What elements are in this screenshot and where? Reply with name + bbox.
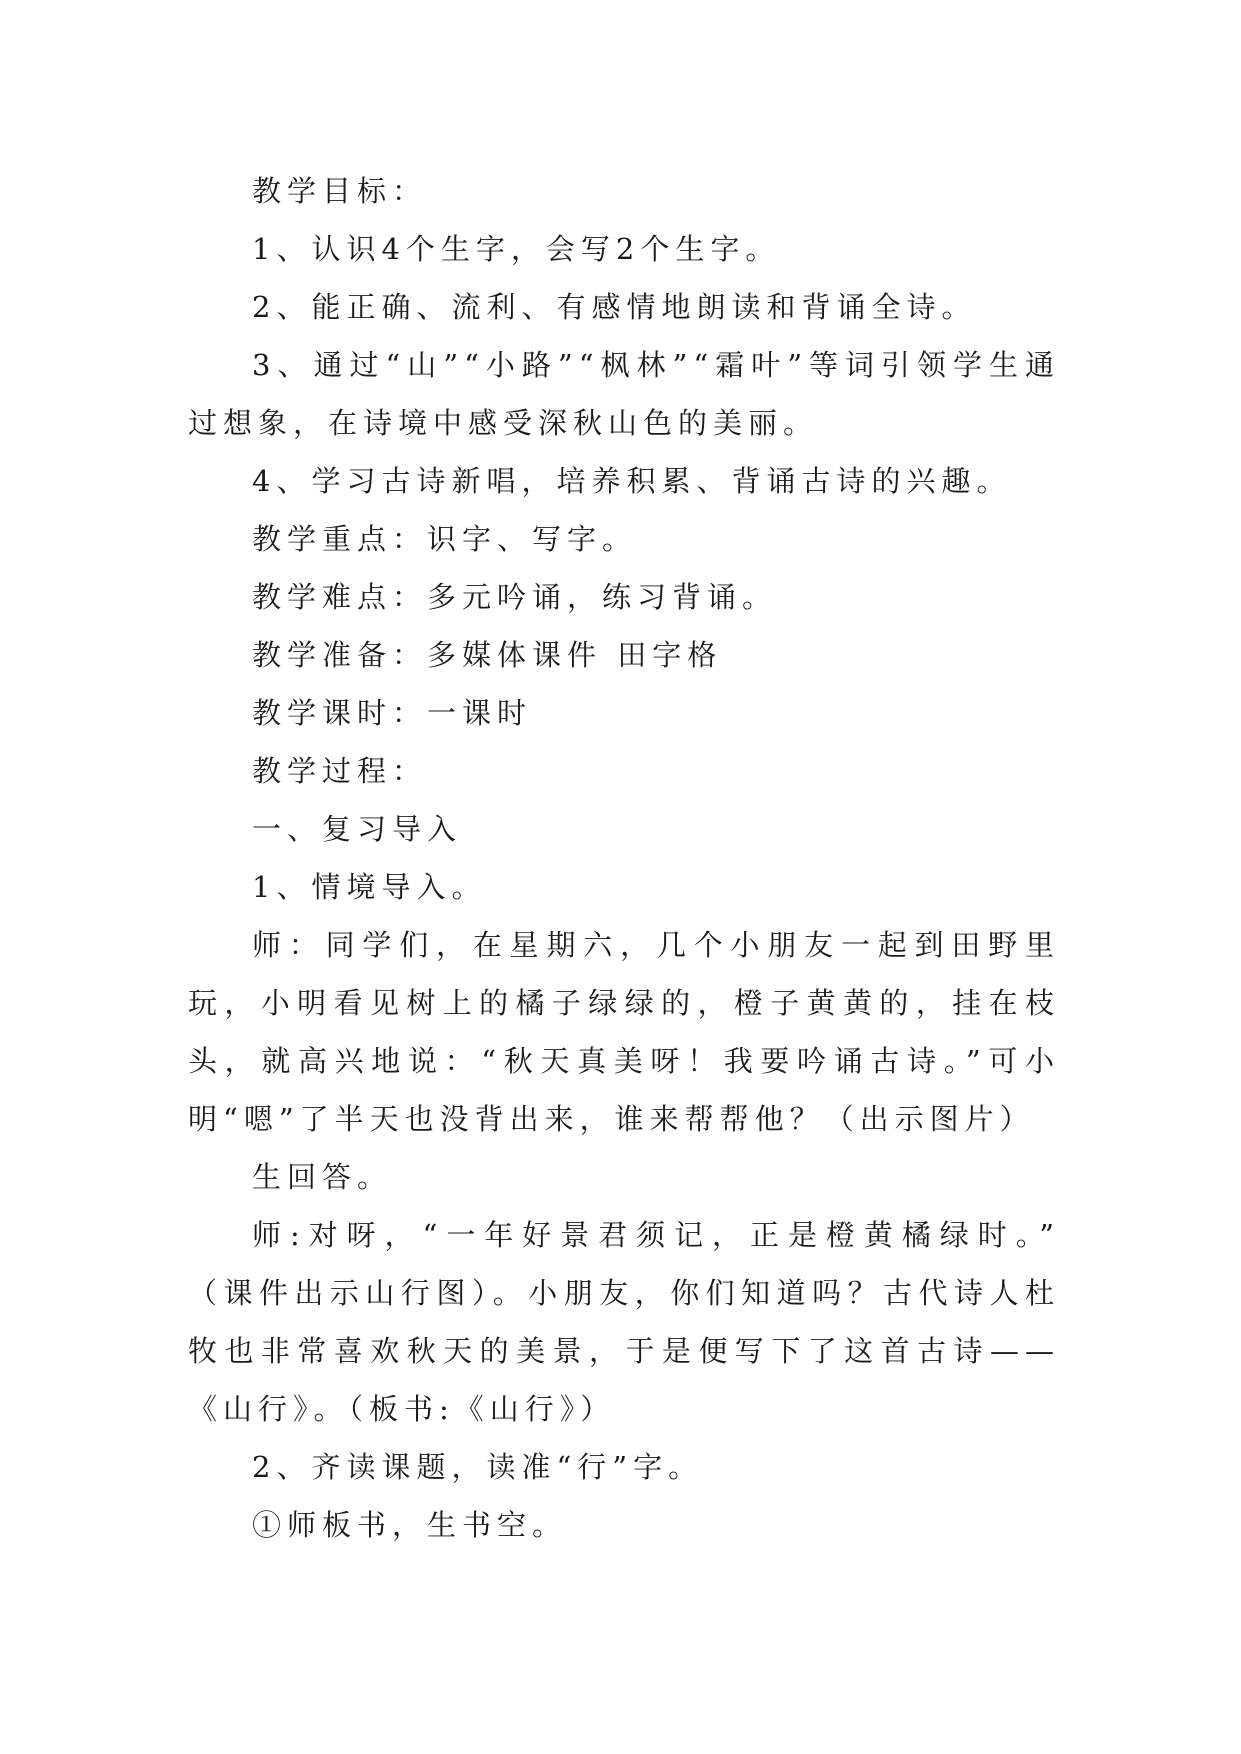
step-board-writing: ①师板书，生书空。 xyxy=(252,1508,568,1542)
teacher-dialogue-1: 师：同学们，在星期六，几个小朋友一起到田野里玩，小明看见树上的橘子绿绿的，橙子黄黄的，挂在枝头，就高兴地说：“秋天真美呀！我要吟诵古诗。”可小明“嗯”了半天也没背出来，谁来帮帮他？（出示图片） xyxy=(188,928,1060,1136)
teaching-hours: 教学课时：一课时 xyxy=(252,696,533,730)
teacher-dialogue-2: 师:对呀，“一年好景君须记，正是橙黄橘绿时。” （课件出示山行图）。小朋友，你们知道吗？古代诗人杜牧也非常喜欢秋天的美景，于是便写下了这首古诗——《山行》。（板书:《山行》） xyxy=(188,1218,1060,1426)
goal-item-4: 4、学习古诗新唱，培养积累、背诵古诗的兴趣。 xyxy=(252,464,1012,498)
document-body xyxy=(188,162,1060,1554)
step-situation-intro: 1、情境导入。 xyxy=(252,870,487,904)
goal-item-3: 3、通过“山”“小路”“枫林”“霜叶”等词引领学生通过想象，在诗境中感受深秋山色的美丽。 xyxy=(188,348,1060,440)
heading-teaching-process: 教学过程： xyxy=(252,754,428,788)
student-response: 生回答。 xyxy=(252,1160,393,1194)
heading-teaching-goals: 教学目标： xyxy=(252,174,428,208)
teaching-preparation: 教学准备：多媒体课件 田字格 xyxy=(252,638,723,672)
goal-item-1: 1、认识4个生字，会写2个生字。 xyxy=(252,232,781,266)
teaching-difficulty: 教学难点：多元吟诵，练习背诵。 xyxy=(252,580,778,614)
section-review-intro: 一、复习导入 xyxy=(252,812,463,846)
goal-item-2: 2、能正确、流利、有感情地朗读和背诵全诗。 xyxy=(252,290,977,324)
teaching-focus: 教学重点：识字、写字。 xyxy=(252,522,638,556)
step-read-title: 2、齐读课题，读准“行”字。 xyxy=(252,1450,704,1484)
